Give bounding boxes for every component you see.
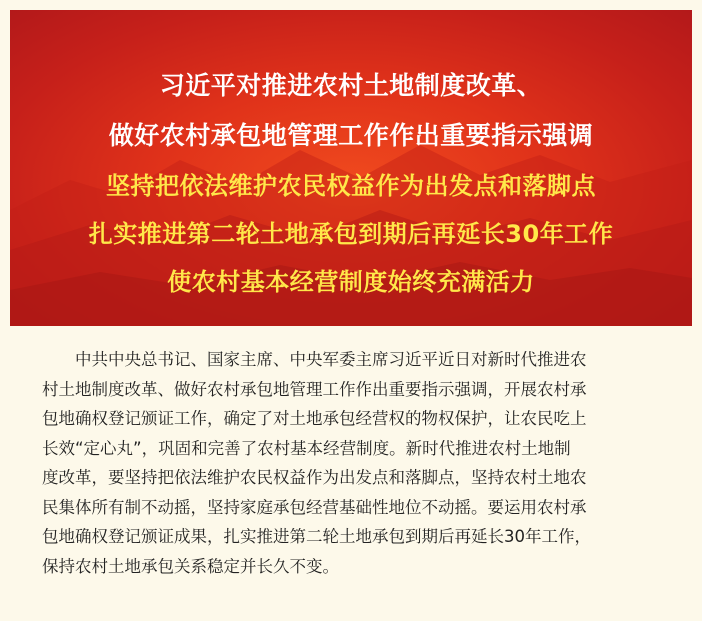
article-line: 民集体所有制不动摇，坚持家庭承包经营基础性地位不动摇。要运用农村承 xyxy=(42,497,587,517)
headline-title-line-1: 习近平对推进农村土地制度改革、 xyxy=(159,71,543,100)
article-line: 包地确权登记颁证成果，扎实推进第二轮土地承包到期后再延长30年工作， xyxy=(42,527,591,546)
headline-subtitle-line-3: 使农村基本经营制度始终充满活力 xyxy=(167,268,535,296)
headline-banner xyxy=(10,10,692,326)
article-line: 长效“定心丸”，巩固和完善了农村基本经营制度。新时代推进农村土地制 xyxy=(42,438,571,458)
headline-subtitle-line-1: 坚持把依法维护农民权益作为出发点和落脚点 xyxy=(106,172,596,200)
headline-title-line-2: 做好农村承包地管理工作作出重要指示强调 xyxy=(108,121,594,150)
article-line: 度改革，要坚持把依法维护农民权益作为出发点和落脚点，坚持农村土地农 xyxy=(42,468,587,487)
article-line: 保持农村土地承包关系稳定并长久不变。 xyxy=(42,556,339,576)
headline-subtitle-line-2: 扎实推进第二轮土地承包到期后再延长30年工作 xyxy=(88,220,614,248)
article-line: 中共中央总书记、国家主席、中央军委主席习近平近日对新时代推进农 xyxy=(75,350,587,369)
article-line: 包地确权登记颁证工作，确定了对土地承包经营权的物权保护，让农民吃上 xyxy=(42,409,587,428)
article-line: 村土地制度改革、做好农村承包地管理工作作出重要指示强调，开展农村承 xyxy=(42,379,587,399)
article-body xyxy=(42,345,662,581)
